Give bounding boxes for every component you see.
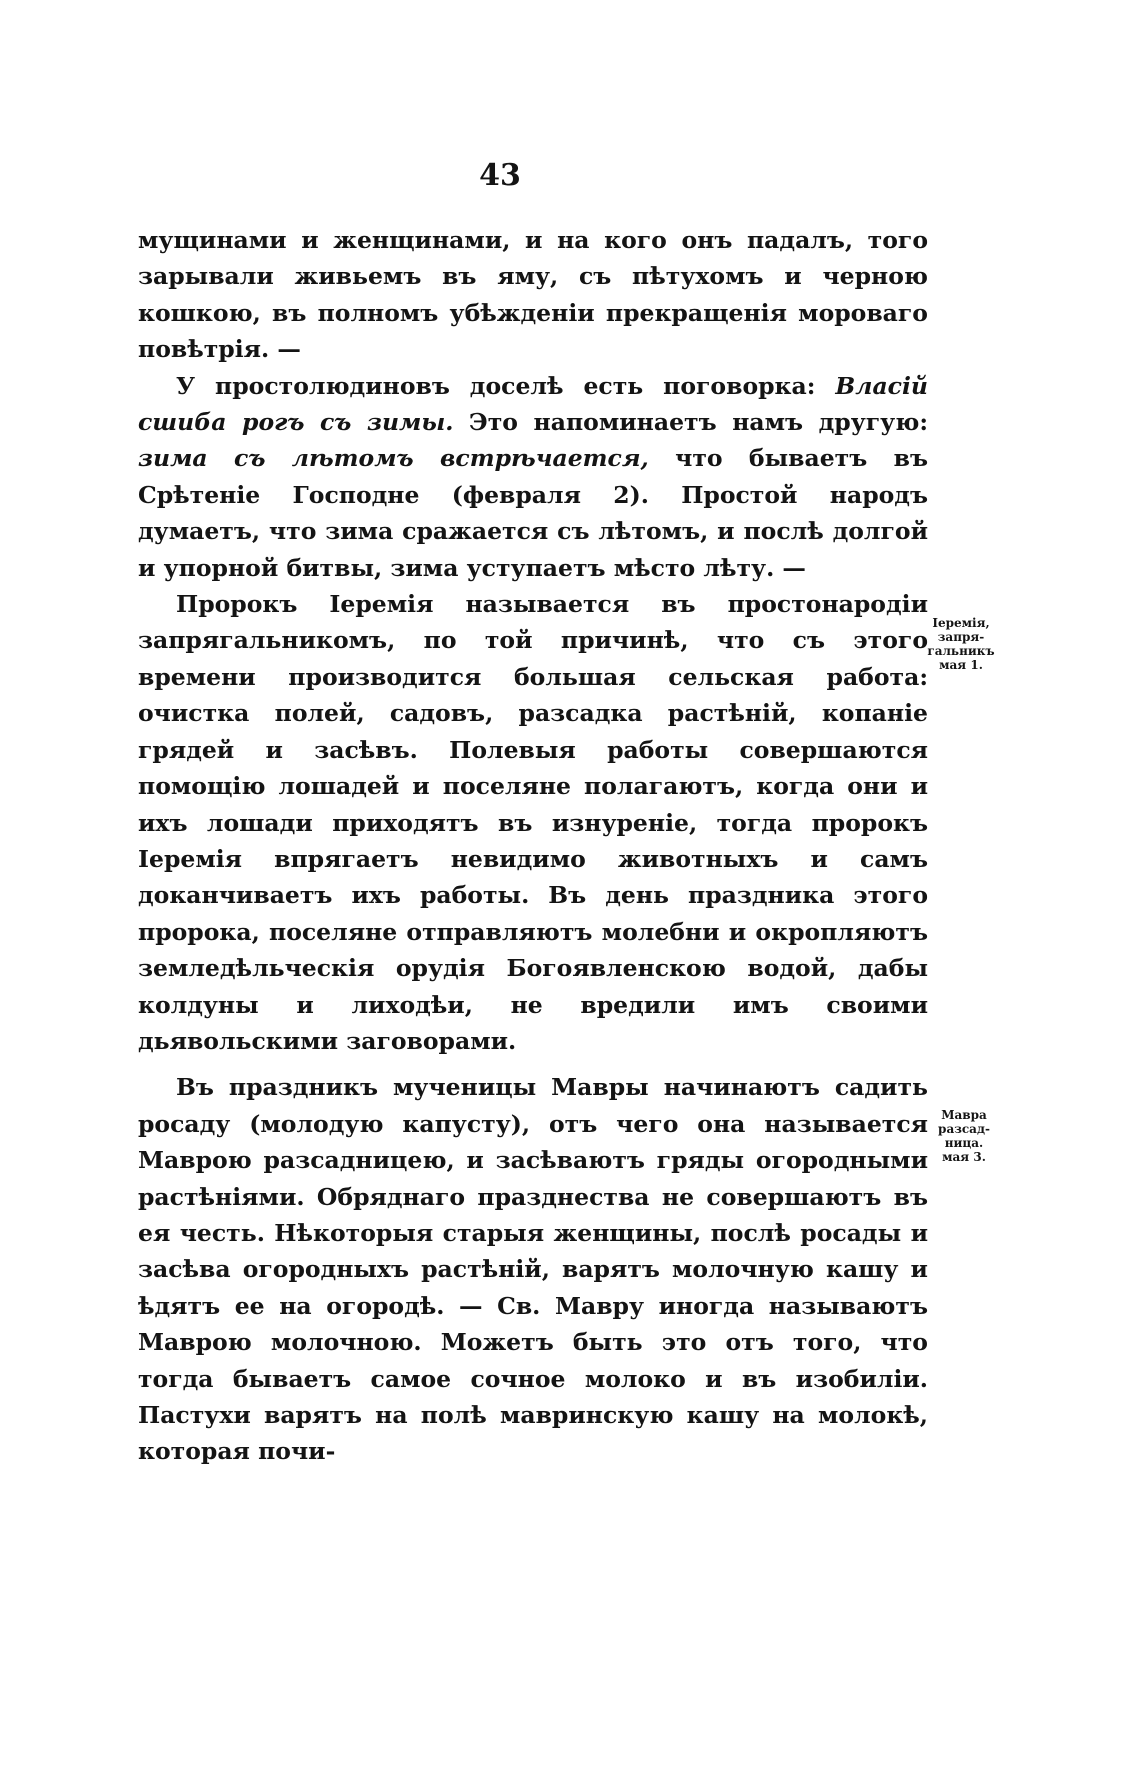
paragraph-3: Пророкъ Iеремiя называется въ простонародiи запрягальникомъ, по той причинѣ, что съ этого времени производится большая сельская работа: очистка полей, садовъ, разсадка растѣнiй, копанiе грядей и засѣвъ. Полевыя работы совершаются помощiю лошадей и поселяне полагаютъ, когда они и ихъ лошади приходятъ въ изнуренiе, тогда пророкъ Iеремiя впрягаетъ невидимо животныхъ и самъ доканчиваетъ ихъ работы. Въ день праздника этого пророка, поселяне отправляютъ молебни и окропляютъ земледѣльческiя орудiя Богоявленскою водой, дабы колдуны и лиходѣи, не вредили имъ своими дьявольскими заговорами. xyxy=(138,590,928,1055)
paragraph-2 xyxy=(138,368,928,586)
paragraph-2-middle: Это напоминаетъ намъ другую: xyxy=(453,408,928,437)
paragraph-2-tail: что бываетъ въ Срѣтенiе Господне (февраля 2). Простой народъ думаетъ, что зима сражается съ лѣтомъ, и послѣ долгой и упорной битвы, зима уступаетъ мѣсто лѣту. — xyxy=(138,444,928,582)
paragraph-1: мущинами и женщинами, и на кого онъ падалъ, того зарывали живьемъ въ яму, съ пѣтухомъ и черною кошкою, въ полномъ убѣжденiи прекращенiя мороваго повѣтрiя. — xyxy=(138,226,928,364)
marginal-note-line: гальникъ xyxy=(927,644,995,658)
marginal-note-line: Мавра xyxy=(941,1108,987,1122)
marginal-note-jeremiah xyxy=(922,616,1000,672)
page-number: 43 xyxy=(479,158,521,193)
marginal-note-line: запря- xyxy=(937,630,985,644)
proverb-1: Власiй сшиба рогъ съ зимы. xyxy=(138,371,928,437)
marginal-note-line: разсад- xyxy=(938,1122,990,1136)
proverb-2: зима съ лѣтомъ встрѣчается, xyxy=(138,444,649,473)
marginal-note-line: ница. xyxy=(944,1136,984,1150)
marginal-note-mavra xyxy=(925,1108,1003,1164)
marginal-note-line: мая 1. xyxy=(939,658,983,672)
marginal-note-line: мая 3. xyxy=(942,1150,986,1164)
body-text xyxy=(138,222,928,1470)
marginal-note-line: Iеремiя, xyxy=(932,616,990,630)
paragraph-4: Въ праздникъ мученицы Мавры начинаютъ садить росаду (молодую капусту), отъ чего она называется Маврою разсадницею, и засѣваютъ гряды огородными растѣнiями. Обряднаго празднества не совершаютъ въ ея честь. Нѣкоторыя старыя женщины, послѣ росады и засѣва огородныхъ растѣнiй, варятъ молочную кашу и ѣдятъ ее на огородѣ. — Св. Мавру иногда называютъ Маврою молочною. Можетъ быть это отъ того, что тогда бываетъ самое сочное молоко и въ изобилiи. Пастухи варятъ на полѣ мавринскую кашу на молокѣ, которая почи- xyxy=(138,1073,928,1466)
paragraph-2-lead: У простолюдиновъ доселѣ есть поговорка: xyxy=(176,371,836,400)
